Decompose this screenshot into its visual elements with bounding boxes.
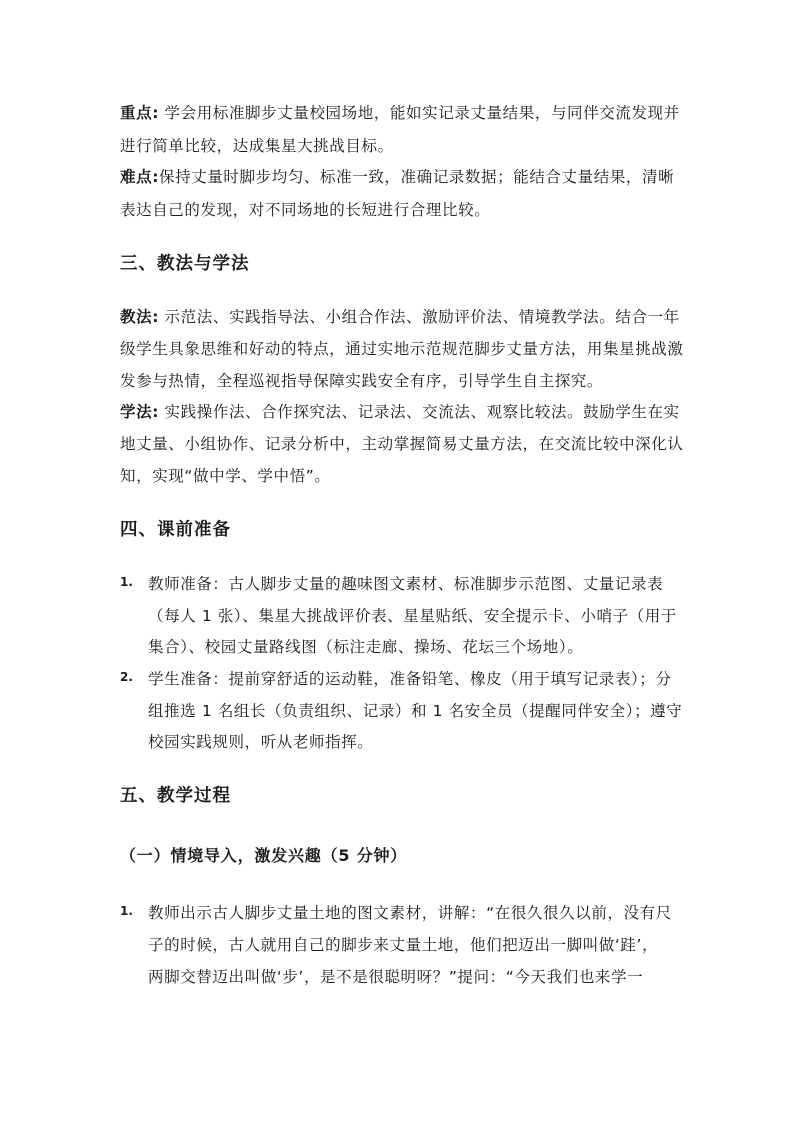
prep-item-1-line-3: 集合）、校园丈量路线图（标注走廊、操场、花坛三个场地）。 <box>148 638 584 656</box>
difficulties-line-2: 表达自己的发现，对不同场地的长短进行合理比较。 <box>120 201 491 219</box>
prep-item-2-line-3: 校园实践规则，听从老师指挥。 <box>148 733 374 751</box>
difficulties-label: 难点 <box>120 168 153 186</box>
section-5-subtitle: （一）情境导入，激发兴趣（5 分钟） <box>120 846 408 865</box>
teaching-method-line-2: 级学生具象思维和好动的特点，通过实地示范规范脚步丈量方法，用集星挑战激 <box>120 340 684 358</box>
process-item-1-line-1: 教师出示古人脚步丈量土地的图文素材，讲解：“在很久很久以前，没有尺 <box>148 904 672 922</box>
learning-method-line-3: 知，实现“做中学、学中悟”。 <box>120 467 331 485</box>
teaching-method-line-1: 教法: 示范法、实践指导法、小组合作法、激励评价法、情境教学法。结合一年 <box>120 308 680 326</box>
teaching-method-line-3: 发参与热情，全程巡视指导保障实践安全有序，引导学生自主探究。 <box>120 372 604 390</box>
key-points-text-1: 学会用标准脚步丈量校园场地，能如实记录丈量结果，与同伴交流发现并 <box>164 104 680 122</box>
key-points-label: 重点 <box>120 104 153 122</box>
prep-item-2-number: 2. <box>120 670 133 684</box>
section-5-title: 五、教学过程 <box>120 786 231 806</box>
learning-method-label: 学法 <box>120 403 153 421</box>
teaching-method-text-1: 示范法、实践指导法、小组合作法、激励评价法、情境教学法。结合一年 <box>164 308 680 326</box>
learning-method-line-2: 地丈量、小组协作、记录分析中，主动掌握简易丈量方法，在交流比较中深化认 <box>120 435 684 453</box>
difficulties-line-1: 难点:保持丈量时脚步均匀、标准一致，准确记录数据；能结合丈量结果，清晰 <box>120 168 675 186</box>
section-3-title: 三、教法与学法 <box>120 254 250 274</box>
prep-item-1-line-2: （每人 1 张）、集星大挑战评价表、星星贴纸、安全提示卡、小哨子（用于 <box>148 607 677 625</box>
learning-method-text-1: 实践操作法、合作探究法、记录法、交流法、观察比较法。鼓励学生在实 <box>164 403 680 421</box>
prep-item-2-line-2: 组推选 1 名组长（负责组织、记录）和 1 名安全员（提醒同伴安全）；遵守 <box>148 702 683 720</box>
key-points-line-1: 重点: 学会用标准脚步丈量校园场地，能如实记录丈量结果，与同伴交流发现并 <box>120 104 680 122</box>
prep-item-2-line-1: 学生准备：提前穿舒适的运动鞋，准备铅笔、橡皮（用于填写记录表）；分 <box>148 670 672 688</box>
section-4-title: 四、课前准备 <box>120 520 231 540</box>
process-item-1-line-2: 子的时候，古人就用自己的脚步来丈量土地，他们把迈出一脚叫做‘跬’， <box>148 936 659 954</box>
teaching-method-label: 教法 <box>120 308 153 326</box>
difficulties-text-1: 保持丈量时脚步均匀、标准一致，准确记录数据；能结合丈量结果，清晰 <box>159 168 675 186</box>
prep-item-1-line-1: 教师准备：古人脚步丈量的趣味图文素材、标准脚步示范图、丈量记录表 <box>148 575 664 593</box>
key-points-line-2: 进行简单比较，达成集星大挑战目标。 <box>120 137 394 155</box>
process-item-1-number: 1. <box>120 904 133 918</box>
prep-item-1-number: 1. <box>120 575 133 589</box>
learning-method-line-1: 学法: 实践操作法、合作探究法、记录法、交流法、观察比较法。鼓励学生在实 <box>120 403 680 421</box>
process-item-1-line-3: 两脚交替迈出叫做‘步’，是不是很聪明呀？”提问：“今天我们也来学一 <box>148 968 644 986</box>
